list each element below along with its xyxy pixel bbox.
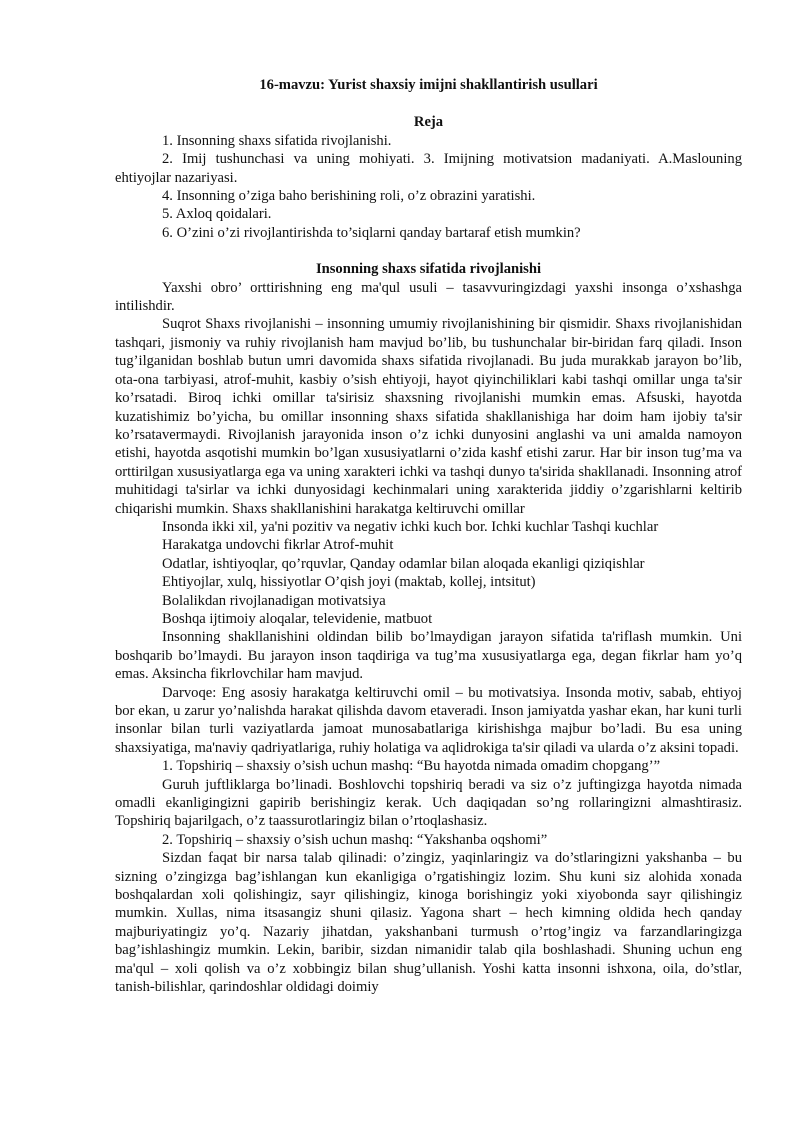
task-heading: 1. Topshiriq – shaxsiy o’sish uchun mashq: “Bu hayotda nimada omadim chopgang’” [162, 758, 661, 775]
document-page [115, 76, 742, 997]
paragraph: Insonning shakllanishini oldindan bilib bo’lmaydigan jarayon sifatida ta'riflash mumkin. Uni boshqarib bo’lmaydi. Bu jarayon inson taqdiriga va tug’ma xususiyatlarga ega, degan fikrlar ham yo’q emas. Aksincha fikrlovchilar ham mavjud. [115, 629, 742, 683]
plan-item: 6. O’zini o’zi rivojlantirishda to’siqlarni qanday bartaraf etish mumkin? [162, 224, 581, 241]
factor-line: Odatlar, ishtiyoqlar, qo’rquvlar, Qanday odamlar bilan aloqada ekanligi qiziqishlar [162, 555, 645, 572]
factor-line: Bolalikdan rivojlanadigan motivatsiya [162, 592, 386, 609]
paragraph: Yaxshi obro’ orttirishning eng ma'qul usuli – tasavvuringizdagi yaxshi insonga o’xshashga intilishdir. [115, 279, 742, 315]
document-title: 16-mavzu: Yurist shaxsiy imijni shakllantirish usullari [259, 77, 598, 93]
plan-item: 4. Insonning o’ziga baho berishining roli, o’z obrazini yaratishi. [162, 188, 536, 205]
factor-line: Harakatga undovchi fikrlar Atrof-muhit [162, 537, 394, 554]
section-heading: Insonning shaxs sifatida rivojlanishi [315, 261, 542, 278]
plan-item: 2. Imij tushunchasi va uning mohiyati. 3. Imijning motivatsion madaniyati. A.Maslouning ehtiyojlar nazariyasi. [115, 151, 742, 186]
factor-line: Insonda ikki xil, ya'ni pozitiv va negativ ichki kuch bor. Ichki kuchlar Tashqi kuchlar [162, 518, 659, 535]
plan-item: 1. Insonning shaxs sifatida rivojlanishi. [162, 132, 392, 149]
plan-heading: Reja [413, 114, 444, 131]
paragraph: Sizdan faqat bir narsa talab qilinadi: o’zingiz, yaqinlaringiz va do’stlaringizni yakshanba – bu sizning o’zingizga bag’ishlangan kun ekanligiga o’rgatishingiz lozim. Shu kuni siz alohida xonada boshqalardan xoli qolishingiz, sayr qilishingiz, kinoga borishingiz yoki xiyobonda sayr qilishingiz mumkin. Xullas, nima itsasangiz shuni qilasiz. Yagona shart – hech kimning oldida hech qanday majburiyatingiz yo’q. Nazariy jihatdan, yakshanbani turmush o’rtog’ingiz va farzandlaringizga bag’ishlashingiz mumkin. Lekin, baribir, sizdan nimanidir talab qila boshlashadi. Shuning uchun eng ma'qul – xoli qolish va o’z xobbingiz bilan shug’ullanish. Yoshi katta insonni ishxona, oila, do’stlar, tanish-bilishlar, qarindoshlar oldidagi doimiy [115, 850, 742, 996]
plan-item: 5. Axloq qoidalari. [162, 206, 272, 223]
spacer [115, 242, 742, 260]
paragraph: Suqrot Shaxs rivojlanishi – insonning umumiy rivojlanishining bir qismidir. Shaxs rivojlanishidan tashqari, jismoniy va ruhiy rivojlanish ham mavjud bo’lib, bu tushunchalar bir-biridan farq qiladi. Inson tug’ilganidan boshlab butun umri davomida shaxs sifatida rivojlanadi. Bu juda murakkab jarayon bo’lib, ota-ona tarbiyasi, atrof-muhit, kasbiy o’sish ehtiyoji, hayot qiyinchiliklari kabi tashqi omillar unga ta'sir ko’rsatadi. Biroq ichki omillar ta'sirisiz shaxsning rivojlanishi mumkin emas. Afsuski, hayotda kuzatishimiz bo’yicha, bu omillar insonning shaxs sifatida shakllanishiga har doim ham ijobiy ta'sir ko’rsatavermaydi. Rivojlanish jarayonida inson o’z ichki dunyosini anglashi va uni amalda namoyon etishi, hayotda asqotishi mumkin bo’lgan xususiyatlarni o’zida kashf etishi zarur. Har bir inson tug’ma va orttirilgan xususiyatlarga ega va uning xarakteri ichki va tashqi dunyo ta'sirida shakllanadi. Insonning atrof muhitidagi ta'sirlar va ichki dunyosidagi kechinmalari uning xarakterida jiddiy o’zgarishlarni keltirib chiqarishi mumkin. Shaxs shakllanishini harakatga keltiruvchi omillar [115, 316, 742, 517]
task-heading: 2. Topshiriq – shaxsiy o’sish uchun mashq: “Yakshanba oqshomi” [162, 831, 548, 848]
paragraph: Darvoqe: Eng asosiy harakatga keltiruvchi omil – bu motivatsiya. Insonda motiv, sabab, ehtiyoj bor ekan, u zarur yo’nalishda harakat qilishda davom etaveradi. Inson jamiyatda yashar ekan, har kuni turli insonlar bilan turli vaziyatlarda jamoat munosabatlariga kirishishga majbur bo’ladi. Bu esa uning shaxsiyatiga, ma'naviy qadriyatlariga, ruhiy holatiga va aqlidrokiga ta'sir qiladi va ularda o’z aksini topadi. [115, 684, 742, 756]
factor-line: Ehtiyojlar, xulq, hissiyotlar O’qish joyi (maktab, kollej, intsitut) [162, 574, 536, 591]
paragraph: Guruh juftliklarga bo’linadi. Boshlovchi topshiriq beradi va siz o’z juftingizga hayotda nimada omadli ekanligingizni gapirib berishingiz kerak. Uch daqiqadan so’ng rollaringizni almashtirasiz. Topshiriq bajarilgach, o’z taassurotlaringiz bilan o’rtoqlashasiz. [115, 776, 742, 830]
factor-line: Boshqa ijtimoiy aloqalar, televidenie, matbuot [162, 610, 433, 627]
